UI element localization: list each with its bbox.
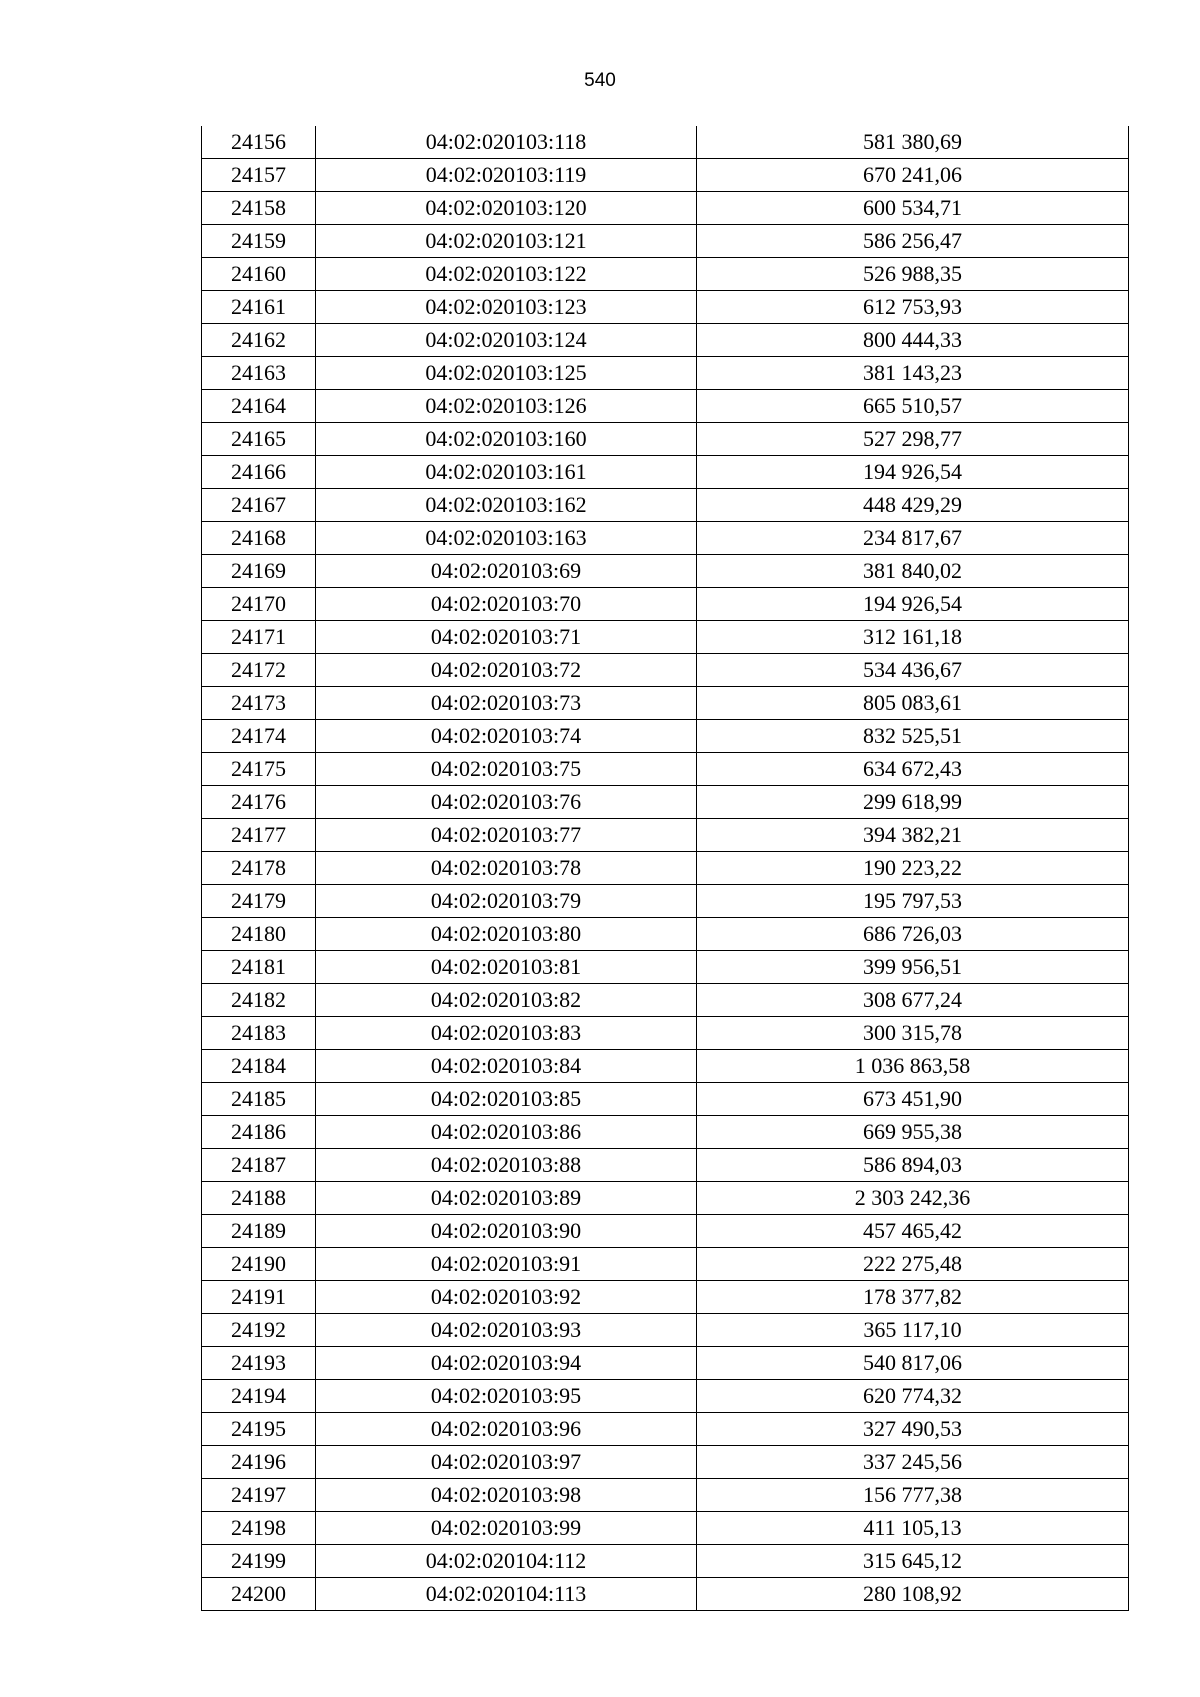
value-cell: 457 465,42: [697, 1215, 1129, 1248]
value-cell: 620 774,32: [697, 1380, 1129, 1413]
row-number-cell: 24169: [202, 555, 316, 588]
table-row: [202, 1545, 1129, 1578]
table-row: [202, 1017, 1129, 1050]
value-cell: 399 956,51: [697, 951, 1129, 984]
row-number-cell: 24192: [202, 1314, 316, 1347]
value-cell: 300 315,78: [697, 1017, 1129, 1050]
cadastral-number-cell: 04:02:020103:77: [316, 819, 697, 852]
table-row: [202, 1446, 1129, 1479]
cadastral-number-cell: 04:02:020103:126: [316, 390, 697, 423]
table-row: [202, 1380, 1129, 1413]
row-number-cell: 24195: [202, 1413, 316, 1446]
table-body: [202, 126, 1129, 1611]
value-cell: 612 753,93: [697, 291, 1129, 324]
table-row: [202, 621, 1129, 654]
row-number-cell: 24157: [202, 159, 316, 192]
value-cell: 669 955,38: [697, 1116, 1129, 1149]
table-row: [202, 324, 1129, 357]
table-row: [202, 258, 1129, 291]
table-row: [202, 786, 1129, 819]
cadastral-number-cell: 04:02:020104:113: [316, 1578, 697, 1611]
table-row: [202, 357, 1129, 390]
table-row: [202, 687, 1129, 720]
row-number-cell: 24177: [202, 819, 316, 852]
cadastral-number-cell: 04:02:020103:73: [316, 687, 697, 720]
table-row: [202, 1512, 1129, 1545]
row-number-cell: 24175: [202, 753, 316, 786]
value-cell: 234 817,67: [697, 522, 1129, 555]
row-number-cell: 24174: [202, 720, 316, 753]
value-cell: 1 036 863,58: [697, 1050, 1129, 1083]
cadastral-number-cell: 04:02:020103:70: [316, 588, 697, 621]
value-cell: 194 926,54: [697, 456, 1129, 489]
table-row: [202, 1413, 1129, 1446]
value-cell: 156 777,38: [697, 1479, 1129, 1512]
page-number: 540: [584, 70, 616, 91]
value-cell: 600 534,71: [697, 192, 1129, 225]
value-cell: 308 677,24: [697, 984, 1129, 1017]
cadastral-number-cell: 04:02:020103:118: [316, 126, 697, 159]
cadastral-number-cell: 04:02:020103:120: [316, 192, 697, 225]
table-row: [202, 555, 1129, 588]
value-cell: 670 241,06: [697, 159, 1129, 192]
row-number-cell: 24199: [202, 1545, 316, 1578]
cadastral-number-cell: 04:02:020103:94: [316, 1347, 697, 1380]
table-row: [202, 1347, 1129, 1380]
row-number-cell: 24188: [202, 1182, 316, 1215]
row-number-cell: 24156: [202, 126, 316, 159]
cadastral-number-cell: 04:02:020103:91: [316, 1248, 697, 1281]
row-number-cell: 24181: [202, 951, 316, 984]
row-number-cell: 24171: [202, 621, 316, 654]
row-number-cell: 24189: [202, 1215, 316, 1248]
table-row: [202, 456, 1129, 489]
table-row: [202, 1050, 1129, 1083]
cadastral-number-cell: 04:02:020103:89: [316, 1182, 697, 1215]
value-cell: 394 382,21: [697, 819, 1129, 852]
row-number-cell: 24164: [202, 390, 316, 423]
cadastral-number-cell: 04:02:020103:123: [316, 291, 697, 324]
row-number-cell: 24160: [202, 258, 316, 291]
table-row: [202, 225, 1129, 258]
cadastral-number-cell: 04:02:020103:76: [316, 786, 697, 819]
row-number-cell: 24178: [202, 852, 316, 885]
value-cell: 800 444,33: [697, 324, 1129, 357]
value-cell: 299 618,99: [697, 786, 1129, 819]
cadastral-number-cell: 04:02:020103:88: [316, 1149, 697, 1182]
table-row: [202, 588, 1129, 621]
table-row: [202, 753, 1129, 786]
row-number-cell: 24176: [202, 786, 316, 819]
cadastral-number-cell: 04:02:020103:82: [316, 984, 697, 1017]
row-number-cell: 24186: [202, 1116, 316, 1149]
row-number-cell: 24196: [202, 1446, 316, 1479]
value-cell: 805 083,61: [697, 687, 1129, 720]
row-number-cell: 24182: [202, 984, 316, 1017]
row-number-cell: 24180: [202, 918, 316, 951]
table-row: [202, 522, 1129, 555]
row-number-cell: 24166: [202, 456, 316, 489]
value-cell: 194 926,54: [697, 588, 1129, 621]
value-cell: 448 429,29: [697, 489, 1129, 522]
row-number-cell: 24197: [202, 1479, 316, 1512]
table-row: [202, 984, 1129, 1017]
cadastral-number-cell: 04:02:020103:124: [316, 324, 697, 357]
row-number-cell: 24193: [202, 1347, 316, 1380]
cadastral-number-cell: 04:02:020103:81: [316, 951, 697, 984]
cadastral-number-cell: 04:02:020103:71: [316, 621, 697, 654]
value-cell: 673 451,90: [697, 1083, 1129, 1116]
table-row: [202, 126, 1129, 159]
table-row: [202, 390, 1129, 423]
table-row: [202, 291, 1129, 324]
value-cell: 534 436,67: [697, 654, 1129, 687]
cadastral-number-cell: 04:02:020103:119: [316, 159, 697, 192]
cadastral-number-cell: 04:02:020103:95: [316, 1380, 697, 1413]
row-number-cell: 24162: [202, 324, 316, 357]
cadastral-number-cell: 04:02:020103:79: [316, 885, 697, 918]
row-number-cell: 24170: [202, 588, 316, 621]
row-number-cell: 24185: [202, 1083, 316, 1116]
cadastral-number-cell: 04:02:020104:112: [316, 1545, 697, 1578]
table-row: [202, 1083, 1129, 1116]
cadastral-number-cell: 04:02:020103:69: [316, 555, 697, 588]
value-cell: 178 377,82: [697, 1281, 1129, 1314]
row-number-cell: 24168: [202, 522, 316, 555]
table-row: [202, 951, 1129, 984]
table-row: [202, 819, 1129, 852]
row-number-cell: 24165: [202, 423, 316, 456]
cadastral-number-cell: 04:02:020103:163: [316, 522, 697, 555]
table-row: [202, 192, 1129, 225]
value-cell: 365 117,10: [697, 1314, 1129, 1347]
table-row: [202, 1215, 1129, 1248]
table-row: [202, 918, 1129, 951]
row-number-cell: 24179: [202, 885, 316, 918]
value-cell: 337 245,56: [697, 1446, 1129, 1479]
row-number-cell: 24194: [202, 1380, 316, 1413]
table-row: [202, 1578, 1129, 1611]
value-cell: 315 645,12: [697, 1545, 1129, 1578]
value-cell: 190 223,22: [697, 852, 1129, 885]
table-row: [202, 1116, 1129, 1149]
cadastral-number-cell: 04:02:020103:90: [316, 1215, 697, 1248]
cadastral-number-cell: 04:02:020103:75: [316, 753, 697, 786]
row-number-cell: 24191: [202, 1281, 316, 1314]
table-row: [202, 885, 1129, 918]
row-number-cell: 24163: [202, 357, 316, 390]
row-number-cell: 24198: [202, 1512, 316, 1545]
table-row: [202, 1314, 1129, 1347]
table-row: [202, 1479, 1129, 1512]
cadastral-number-cell: 04:02:020103:74: [316, 720, 697, 753]
cadastral-number-cell: 04:02:020103:122: [316, 258, 697, 291]
value-cell: 686 726,03: [697, 918, 1129, 951]
row-number-cell: 24173: [202, 687, 316, 720]
table-row: [202, 423, 1129, 456]
cadastral-number-cell: 04:02:020103:83: [316, 1017, 697, 1050]
row-number-cell: 24200: [202, 1578, 316, 1611]
cadastral-number-cell: 04:02:020103:92: [316, 1281, 697, 1314]
row-number-cell: 24184: [202, 1050, 316, 1083]
row-number-cell: 24190: [202, 1248, 316, 1281]
value-cell: 312 161,18: [697, 621, 1129, 654]
value-cell: 832 525,51: [697, 720, 1129, 753]
row-number-cell: 24159: [202, 225, 316, 258]
cadastral-number-cell: 04:02:020103:80: [316, 918, 697, 951]
value-cell: 280 108,92: [697, 1578, 1129, 1611]
value-cell: 411 105,13: [697, 1512, 1129, 1545]
row-number-cell: 24161: [202, 291, 316, 324]
table-row: [202, 852, 1129, 885]
cadastral-number-cell: 04:02:020103:99: [316, 1512, 697, 1545]
table-row: [202, 159, 1129, 192]
value-cell: 634 672,43: [697, 753, 1129, 786]
table-row: [202, 654, 1129, 687]
value-cell: 540 817,06: [697, 1347, 1129, 1380]
table-row: [202, 1248, 1129, 1281]
table-row: [202, 1149, 1129, 1182]
table-row: [202, 489, 1129, 522]
value-cell: 527 298,77: [697, 423, 1129, 456]
value-cell: 581 380,69: [697, 126, 1129, 159]
value-cell: 526 988,35: [697, 258, 1129, 291]
cadastral-number-cell: 04:02:020103:98: [316, 1479, 697, 1512]
cadastral-number-cell: 04:02:020103:96: [316, 1413, 697, 1446]
value-cell: 381 143,23: [697, 357, 1129, 390]
cadastral-number-cell: 04:02:020103:93: [316, 1314, 697, 1347]
row-number-cell: 24172: [202, 654, 316, 687]
value-cell: 327 490,53: [697, 1413, 1129, 1446]
value-cell: 222 275,48: [697, 1248, 1129, 1281]
cadastral-number-cell: 04:02:020103:84: [316, 1050, 697, 1083]
value-cell: 195 797,53: [697, 885, 1129, 918]
cadastral-number-cell: 04:02:020103:125: [316, 357, 697, 390]
row-number-cell: 24183: [202, 1017, 316, 1050]
value-cell: 665 510,57: [697, 390, 1129, 423]
cadastral-number-cell: 04:02:020103:85: [316, 1083, 697, 1116]
table-row: [202, 720, 1129, 753]
cadastral-number-cell: 04:02:020103:162: [316, 489, 697, 522]
cadastral-number-cell: 04:02:020103:72: [316, 654, 697, 687]
table-row: [202, 1182, 1129, 1215]
value-cell: 2 303 242,36: [697, 1182, 1129, 1215]
table-row: [202, 1281, 1129, 1314]
value-cell: 586 256,47: [697, 225, 1129, 258]
cadastral-number-cell: 04:02:020103:78: [316, 852, 697, 885]
cadastral-number-cell: 04:02:020103:161: [316, 456, 697, 489]
cadastral-number-cell: 04:02:020103:160: [316, 423, 697, 456]
cadastral-number-cell: 04:02:020103:97: [316, 1446, 697, 1479]
value-cell: 586 894,03: [697, 1149, 1129, 1182]
row-number-cell: 24187: [202, 1149, 316, 1182]
cadastral-number-cell: 04:02:020103:121: [316, 225, 697, 258]
data-table: [201, 126, 1129, 1611]
cadastral-number-cell: 04:02:020103:86: [316, 1116, 697, 1149]
value-cell: 381 840,02: [697, 555, 1129, 588]
row-number-cell: 24158: [202, 192, 316, 225]
row-number-cell: 24167: [202, 489, 316, 522]
